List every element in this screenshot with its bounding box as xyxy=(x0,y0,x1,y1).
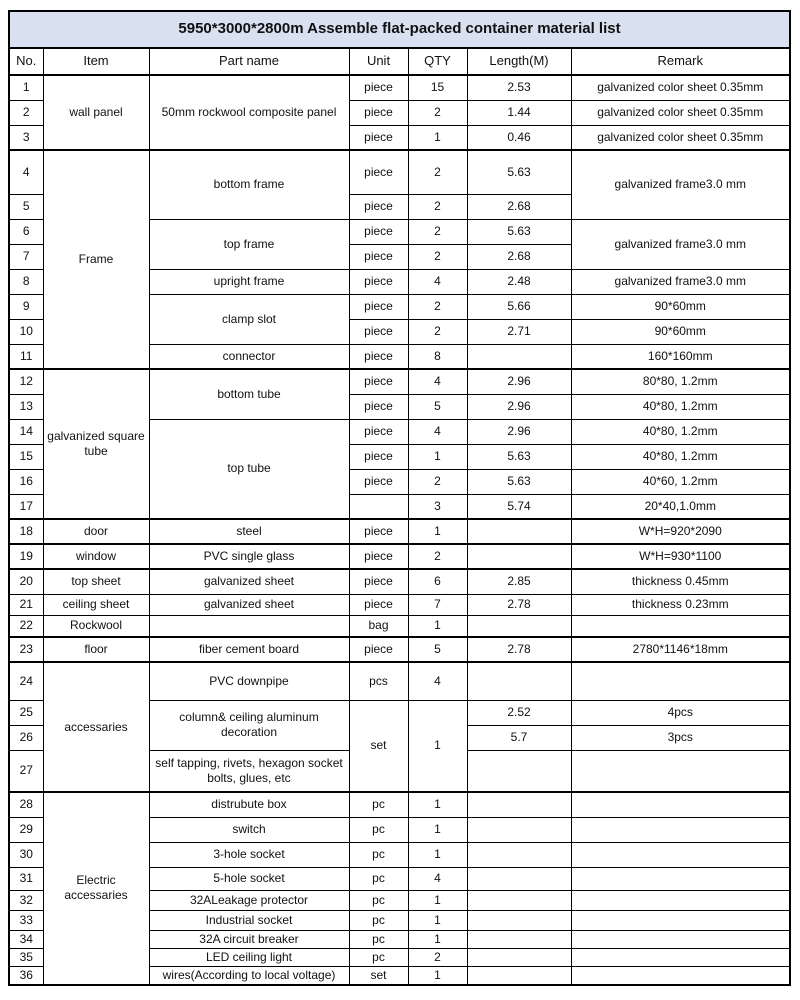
cell-remark: 40*80, 1.2mm xyxy=(571,444,790,469)
cell-qty: 6 xyxy=(408,569,467,594)
table-row xyxy=(9,594,790,615)
cell-unit: piece xyxy=(349,75,408,100)
cell-qty: 2 xyxy=(408,544,467,569)
cell-no: 16 xyxy=(9,469,43,494)
cell-unit: piece xyxy=(349,519,408,544)
cell-qty: 5 xyxy=(408,394,467,419)
cell-part-name: distrubute box xyxy=(149,792,349,817)
cell-part-name: fiber cement board xyxy=(149,637,349,662)
cell-no: 6 xyxy=(9,219,43,244)
cell-no: 1 xyxy=(9,75,43,100)
table-row xyxy=(9,48,790,75)
cell-no: 20 xyxy=(9,569,43,594)
cell-part-name: 32A circuit breaker xyxy=(149,930,349,948)
cell-remark: 40*80, 1.2mm xyxy=(571,394,790,419)
cell-part-name: top frame xyxy=(149,219,349,269)
cell-no: 31 xyxy=(9,867,43,890)
cell-no: 14 xyxy=(9,419,43,444)
cell-remark: W*H=920*2090 xyxy=(571,519,790,544)
cell-length xyxy=(467,750,571,792)
cell-length: 0.46 xyxy=(467,125,571,150)
table-row xyxy=(9,75,790,100)
cell-part-name: self tapping, rivets, hexagon socket bolts, glues, etc xyxy=(149,750,349,792)
cell-unit: piece xyxy=(349,219,408,244)
cell-qty: 7 xyxy=(408,594,467,615)
cell-no: 8 xyxy=(9,269,43,294)
table-row xyxy=(9,637,790,662)
cell-unit: pc xyxy=(349,817,408,842)
cell-unit: piece xyxy=(349,394,408,419)
cell-no: 36 xyxy=(9,966,43,985)
cell-remark xyxy=(571,910,790,930)
cell-remark: 40*60, 1.2mm xyxy=(571,469,790,494)
cell-no: 12 xyxy=(9,369,43,394)
cell-part-name: 32ALeakage protector xyxy=(149,890,349,910)
cell-remark: 3pcs xyxy=(571,725,790,750)
cell-item: wall panel xyxy=(43,75,149,150)
cell-unit: pcs xyxy=(349,662,408,700)
cell-qty: 5 xyxy=(408,637,467,662)
header-part-name: Part name xyxy=(149,48,349,75)
cell-item: window xyxy=(43,544,149,569)
cell-qty: 1 xyxy=(408,700,467,792)
cell-item: door xyxy=(43,519,149,544)
cell-length: 5.63 xyxy=(467,469,571,494)
cell-qty: 1 xyxy=(408,444,467,469)
cell-no: 26 xyxy=(9,725,43,750)
cell-remark: 160*160mm xyxy=(571,344,790,369)
cell-part-name: upright frame xyxy=(149,269,349,294)
cell-no: 10 xyxy=(9,319,43,344)
cell-unit: piece xyxy=(349,469,408,494)
cell-part-name: PVC downpipe xyxy=(149,662,349,700)
cell-qty: 1 xyxy=(408,966,467,985)
cell-qty: 2 xyxy=(408,948,467,966)
cell-no: 33 xyxy=(9,910,43,930)
cell-qty: 4 xyxy=(408,867,467,890)
cell-qty: 2 xyxy=(408,150,467,194)
cell-length: 2.96 xyxy=(467,394,571,419)
cell-unit: piece xyxy=(349,369,408,394)
cell-length xyxy=(467,792,571,817)
cell-remark: 20*40,1.0mm xyxy=(571,494,790,519)
cell-part-name: switch xyxy=(149,817,349,842)
cell-unit: piece xyxy=(349,269,408,294)
cell-unit: piece xyxy=(349,244,408,269)
cell-length xyxy=(467,662,571,700)
cell-length: 5.7 xyxy=(467,725,571,750)
cell-remark: galvanized frame3.0 mm xyxy=(571,219,790,269)
cell-qty: 2 xyxy=(408,100,467,125)
cell-length: 5.66 xyxy=(467,294,571,319)
cell-length: 5.74 xyxy=(467,494,571,519)
cell-length xyxy=(467,817,571,842)
header-item: Item xyxy=(43,48,149,75)
cell-no: 32 xyxy=(9,890,43,910)
cell-length: 5.63 xyxy=(467,444,571,469)
cell-no: 29 xyxy=(9,817,43,842)
cell-remark xyxy=(571,750,790,792)
cell-remark: thickness 0.23mm xyxy=(571,594,790,615)
cell-no: 21 xyxy=(9,594,43,615)
header-no: No. xyxy=(9,48,43,75)
cell-length: 2.96 xyxy=(467,369,571,394)
table-row xyxy=(9,569,790,594)
cell-length: 2.68 xyxy=(467,194,571,219)
cell-part-name: clamp slot xyxy=(149,294,349,344)
cell-unit: pc xyxy=(349,930,408,948)
cell-length: 2.48 xyxy=(467,269,571,294)
cell-length: 2.78 xyxy=(467,594,571,615)
cell-no: 25 xyxy=(9,700,43,725)
cell-part-name: bottom frame xyxy=(149,150,349,219)
cell-unit: set xyxy=(349,700,408,792)
cell-unit: pc xyxy=(349,842,408,867)
cell-no: 34 xyxy=(9,930,43,948)
cell-item: ceiling sheet xyxy=(43,594,149,615)
cell-qty: 4 xyxy=(408,662,467,700)
cell-unit: piece xyxy=(349,194,408,219)
cell-qty: 4 xyxy=(408,369,467,394)
cell-length xyxy=(467,966,571,985)
cell-part-name: 3-hole socket xyxy=(149,842,349,867)
table-row xyxy=(9,792,790,817)
cell-unit: piece xyxy=(349,344,408,369)
cell-part-name: bottom tube xyxy=(149,369,349,419)
cell-part-name: galvanized sheet xyxy=(149,569,349,594)
cell-unit: piece xyxy=(349,319,408,344)
cell-qty: 4 xyxy=(408,419,467,444)
cell-no: 5 xyxy=(9,194,43,219)
cell-remark: 40*80, 1.2mm xyxy=(571,419,790,444)
cell-item: galvanized square tube xyxy=(43,369,149,519)
cell-unit: pc xyxy=(349,792,408,817)
cell-unit: piece xyxy=(349,294,408,319)
cell-no: 13 xyxy=(9,394,43,419)
cell-item: top sheet xyxy=(43,569,149,594)
cell-part-name: 5-hole socket xyxy=(149,867,349,890)
cell-qty: 1 xyxy=(408,817,467,842)
cell-length: 5.63 xyxy=(467,219,571,244)
cell-part-name: top tube xyxy=(149,419,349,519)
cell-no: 2 xyxy=(9,100,43,125)
cell-no: 9 xyxy=(9,294,43,319)
cell-unit: piece xyxy=(349,444,408,469)
cell-remark xyxy=(571,662,790,700)
cell-length xyxy=(467,930,571,948)
cell-qty: 2 xyxy=(408,194,467,219)
cell-qty: 1 xyxy=(408,910,467,930)
cell-no: 17 xyxy=(9,494,43,519)
cell-no: 27 xyxy=(9,750,43,792)
header-qty: QTY xyxy=(408,48,467,75)
cell-length: 2.85 xyxy=(467,569,571,594)
cell-qty: 2 xyxy=(408,244,467,269)
cell-remark: galvanized frame3.0 mm xyxy=(571,150,790,219)
header-remark: Remark xyxy=(571,48,790,75)
cell-unit: pc xyxy=(349,867,408,890)
cell-no: 4 xyxy=(9,150,43,194)
cell-length xyxy=(467,890,571,910)
cell-remark: galvanized color sheet 0.35mm xyxy=(571,125,790,150)
cell-length: 2.53 xyxy=(467,75,571,100)
cell-no: 30 xyxy=(9,842,43,867)
cell-part-name: wires(According to local voltage) xyxy=(149,966,349,985)
cell-qty: 15 xyxy=(408,75,467,100)
cell-qty: 2 xyxy=(408,469,467,494)
cell-unit: pc xyxy=(349,890,408,910)
cell-part-name: 50mm rockwool composite panel xyxy=(149,75,349,150)
cell-remark: W*H=930*1100 xyxy=(571,544,790,569)
cell-unit: piece xyxy=(349,594,408,615)
cell-qty: 3 xyxy=(408,494,467,519)
cell-part-name: steel xyxy=(149,519,349,544)
cell-part-name xyxy=(149,615,349,637)
cell-part-name: connector xyxy=(149,344,349,369)
cell-remark: 4pcs xyxy=(571,700,790,725)
cell-remark xyxy=(571,792,790,817)
cell-unit: pc xyxy=(349,948,408,966)
cell-item: Rockwool xyxy=(43,615,149,637)
cell-unit: piece xyxy=(349,637,408,662)
cell-qty: 1 xyxy=(408,930,467,948)
cell-no: 15 xyxy=(9,444,43,469)
cell-unit: piece xyxy=(349,125,408,150)
cell-qty: 1 xyxy=(408,890,467,910)
table-row xyxy=(9,150,790,194)
cell-no: 28 xyxy=(9,792,43,817)
cell-length xyxy=(467,842,571,867)
cell-length: 2.96 xyxy=(467,419,571,444)
cell-qty: 4 xyxy=(408,269,467,294)
cell-length xyxy=(467,615,571,637)
cell-part-name: galvanized sheet xyxy=(149,594,349,615)
cell-unit: pc xyxy=(349,910,408,930)
cell-qty: 1 xyxy=(408,519,467,544)
cell-item: accessaries xyxy=(43,662,149,792)
cell-length: 2.71 xyxy=(467,319,571,344)
cell-no: 19 xyxy=(9,544,43,569)
cell-remark: 80*80, 1.2mm xyxy=(571,369,790,394)
cell-no: 7 xyxy=(9,244,43,269)
table-row xyxy=(9,11,790,48)
cell-no: 24 xyxy=(9,662,43,700)
cell-qty: 2 xyxy=(408,319,467,344)
cell-remark xyxy=(571,966,790,985)
cell-unit: piece xyxy=(349,100,408,125)
cell-remark: galvanized frame3.0 mm xyxy=(571,269,790,294)
cell-remark: 90*60mm xyxy=(571,294,790,319)
cell-remark xyxy=(571,867,790,890)
cell-unit: piece xyxy=(349,150,408,194)
cell-unit xyxy=(349,494,408,519)
cell-part-name: LED ceiling light xyxy=(149,948,349,966)
cell-remark xyxy=(571,817,790,842)
cell-length: 2.68 xyxy=(467,244,571,269)
cell-qty: 8 xyxy=(408,344,467,369)
cell-item: Frame xyxy=(43,150,149,369)
cell-length: 2.52 xyxy=(467,700,571,725)
cell-length xyxy=(467,519,571,544)
cell-no: 11 xyxy=(9,344,43,369)
cell-unit: piece xyxy=(349,544,408,569)
cell-part-name: PVC single glass xyxy=(149,544,349,569)
cell-length: 5.63 xyxy=(467,150,571,194)
cell-unit: bag xyxy=(349,615,408,637)
cell-part-name: column& ceiling aluminum decoration xyxy=(149,700,349,750)
material-list-table xyxy=(8,10,791,986)
cell-no: 22 xyxy=(9,615,43,637)
cell-remark xyxy=(571,948,790,966)
cell-part-name: Industrial socket xyxy=(149,910,349,930)
header-length: Length(M) xyxy=(467,48,571,75)
table-row xyxy=(9,544,790,569)
cell-no: 18 xyxy=(9,519,43,544)
cell-remark: 2780*1146*18mm xyxy=(571,637,790,662)
cell-no: 3 xyxy=(9,125,43,150)
cell-no: 23 xyxy=(9,637,43,662)
cell-qty: 1 xyxy=(408,125,467,150)
cell-qty: 1 xyxy=(408,792,467,817)
cell-qty: 1 xyxy=(408,842,467,867)
cell-length: 2.78 xyxy=(467,637,571,662)
cell-item: floor xyxy=(43,637,149,662)
cell-qty: 2 xyxy=(408,294,467,319)
cell-remark xyxy=(571,890,790,910)
cell-unit: piece xyxy=(349,419,408,444)
table-row xyxy=(9,662,790,700)
cell-remark xyxy=(571,842,790,867)
cell-length xyxy=(467,948,571,966)
cell-remark: galvanized color sheet 0.35mm xyxy=(571,100,790,125)
cell-length xyxy=(467,867,571,890)
cell-length xyxy=(467,344,571,369)
cell-remark: 90*60mm xyxy=(571,319,790,344)
cell-length xyxy=(467,910,571,930)
cell-length xyxy=(467,544,571,569)
cell-unit: piece xyxy=(349,569,408,594)
table-row xyxy=(9,519,790,544)
table-row xyxy=(9,369,790,394)
cell-length: 1.44 xyxy=(467,100,571,125)
cell-qty: 1 xyxy=(408,615,467,637)
table-row xyxy=(9,615,790,637)
cell-remark xyxy=(571,930,790,948)
cell-remark xyxy=(571,615,790,637)
cell-item: Electric accessaries xyxy=(43,792,149,985)
cell-no: 35 xyxy=(9,948,43,966)
cell-qty: 2 xyxy=(408,219,467,244)
page-title: 5950*3000*2800m Assemble flat-packed container material list xyxy=(9,11,790,48)
cell-unit: set xyxy=(349,966,408,985)
cell-remark: galvanized color sheet 0.35mm xyxy=(571,75,790,100)
header-unit: Unit xyxy=(349,48,408,75)
cell-remark: thickness 0.45mm xyxy=(571,569,790,594)
